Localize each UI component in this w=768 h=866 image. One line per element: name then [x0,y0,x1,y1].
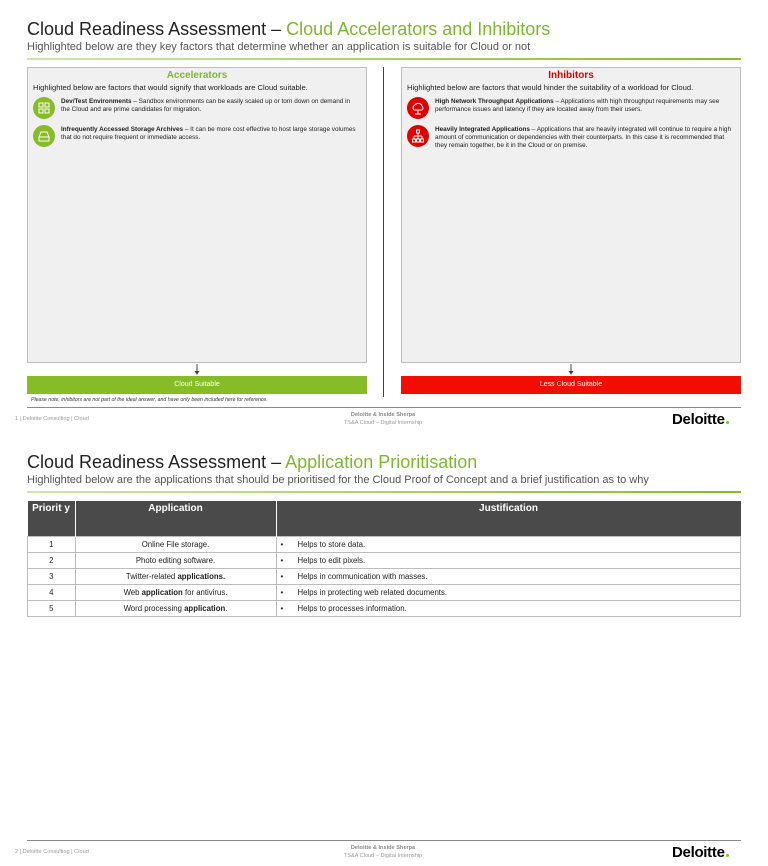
application-cell: Web application for antivirus. [75,585,276,601]
inhibitors-intro: Highlighted below are factors that would hinder the suitability of a workload for Cloud. [407,83,694,92]
application-cell: Word processing application. [75,601,276,617]
header-priority: Priorit y [28,501,76,537]
justification-cell: • Helps in communication with masses. [276,569,741,585]
header-justification: Justification [276,501,741,537]
page-title: Cloud Readiness Assessment – Cloud Accelerators and Inhibitors [27,19,551,39]
table-row [28,601,741,617]
arrow-down-icon [567,364,575,376]
justification-cell: • Helps to processes information. [276,601,741,617]
table-row [28,585,741,601]
inhibitors-heading: Inhibitors [548,70,594,81]
accelerators-heading: Accelerators [166,70,228,81]
footer-page-label: 2 | Deloitte Consulting | Cloud [15,849,89,855]
priority-cell: 3 [28,569,76,585]
hierarchy-icon [407,125,429,147]
footer-center: Deloitte & Inside Sherpa TS&A Cloud – Digital Internship [343,412,423,426]
justification-cell: • Helps in protecting web related documents. [276,585,741,601]
footer-rule [27,407,741,408]
priority-cell: 2 [28,553,76,569]
title-underline [27,58,741,60]
table-row [28,553,741,569]
deloitte-logo: Deloitte [672,411,729,428]
less-cloud-suitable-bar: Less Cloud Suitable [401,376,741,394]
accelerator-item: Dev/Test Environments – Sandbox environments can be easily scaled up or torn down on demand in the Cloud and are prime candidates for migration. [33,98,360,120]
accelerators-panel [27,67,367,363]
footer-rule [27,840,741,841]
cloud-network-icon [407,97,429,119]
grid-icon [33,97,55,119]
priority-cell: 5 [28,601,76,617]
page-subtitle: Highlighted below are they key factors that determine whether an application is suitable for Cloud or not [27,41,531,53]
slide-application-prioritisation [0,433,768,866]
logo-dot [726,854,729,857]
deloitte-logo: Deloitte [672,844,729,861]
accelerators-intro: Highlighted below are factors that would signify that workloads are Cloud suitable. [33,83,308,92]
footer-page-label: 1 | Deloitte Consulting | Cloud [15,416,89,422]
inhibitors-panel [401,67,741,363]
priority-cell: 1 [28,537,76,553]
priority-cell: 4 [28,585,76,601]
prioritisation-table [27,501,741,617]
application-cell: Photo editing software. [75,553,276,569]
accelerator-item: Infrequently Accessed Storage Archives – It can be more cost effective to host large storage volumes that do not require frequent or immediate access. [33,126,360,148]
header-application: Application [75,501,276,537]
page-title: Cloud Readiness Assessment – Application Prioritisation [27,452,478,472]
application-cell: Twitter-related applications. [75,569,276,585]
title-underline [27,491,741,493]
justification-cell: • Helps to store data. [276,537,741,553]
logo-dot [726,421,729,424]
arrow-down-icon [193,364,201,376]
cloud-suitable-bar: Cloud Suitable [27,376,367,394]
inhibitor-item: High Network Throughput Applications – Applications with high throughput requirements may see performance issues and latency if they are located away from their users. [407,98,734,120]
justification-cell: • Helps to edit pixels. [276,553,741,569]
panel-divider [383,67,384,397]
inhibitor-item: Heavily Integrated Applications – Applications that are heavily integrated will continue to require a high amount of communication or dependencies with their counterparts. In this case it is recommended that they remain together, be it in the Cloud or on premise. [407,126,734,150]
reference-note: Please note, inhibitors are not part of the ideal answer, and have only been included here for reference. [31,397,268,403]
page-subtitle: Highlighted below are the applications that should be prioritised for the Cloud Proof of Concept and a brief justification as to why [27,474,649,486]
table-row [28,569,741,585]
application-cell: Online File storage. [75,537,276,553]
table-row [28,537,741,553]
storage-icon [33,125,55,147]
table-header-row [28,501,741,537]
footer-center: Deloitte & Inside Sherpa TS&A Cloud – Digital Internship [343,845,423,859]
